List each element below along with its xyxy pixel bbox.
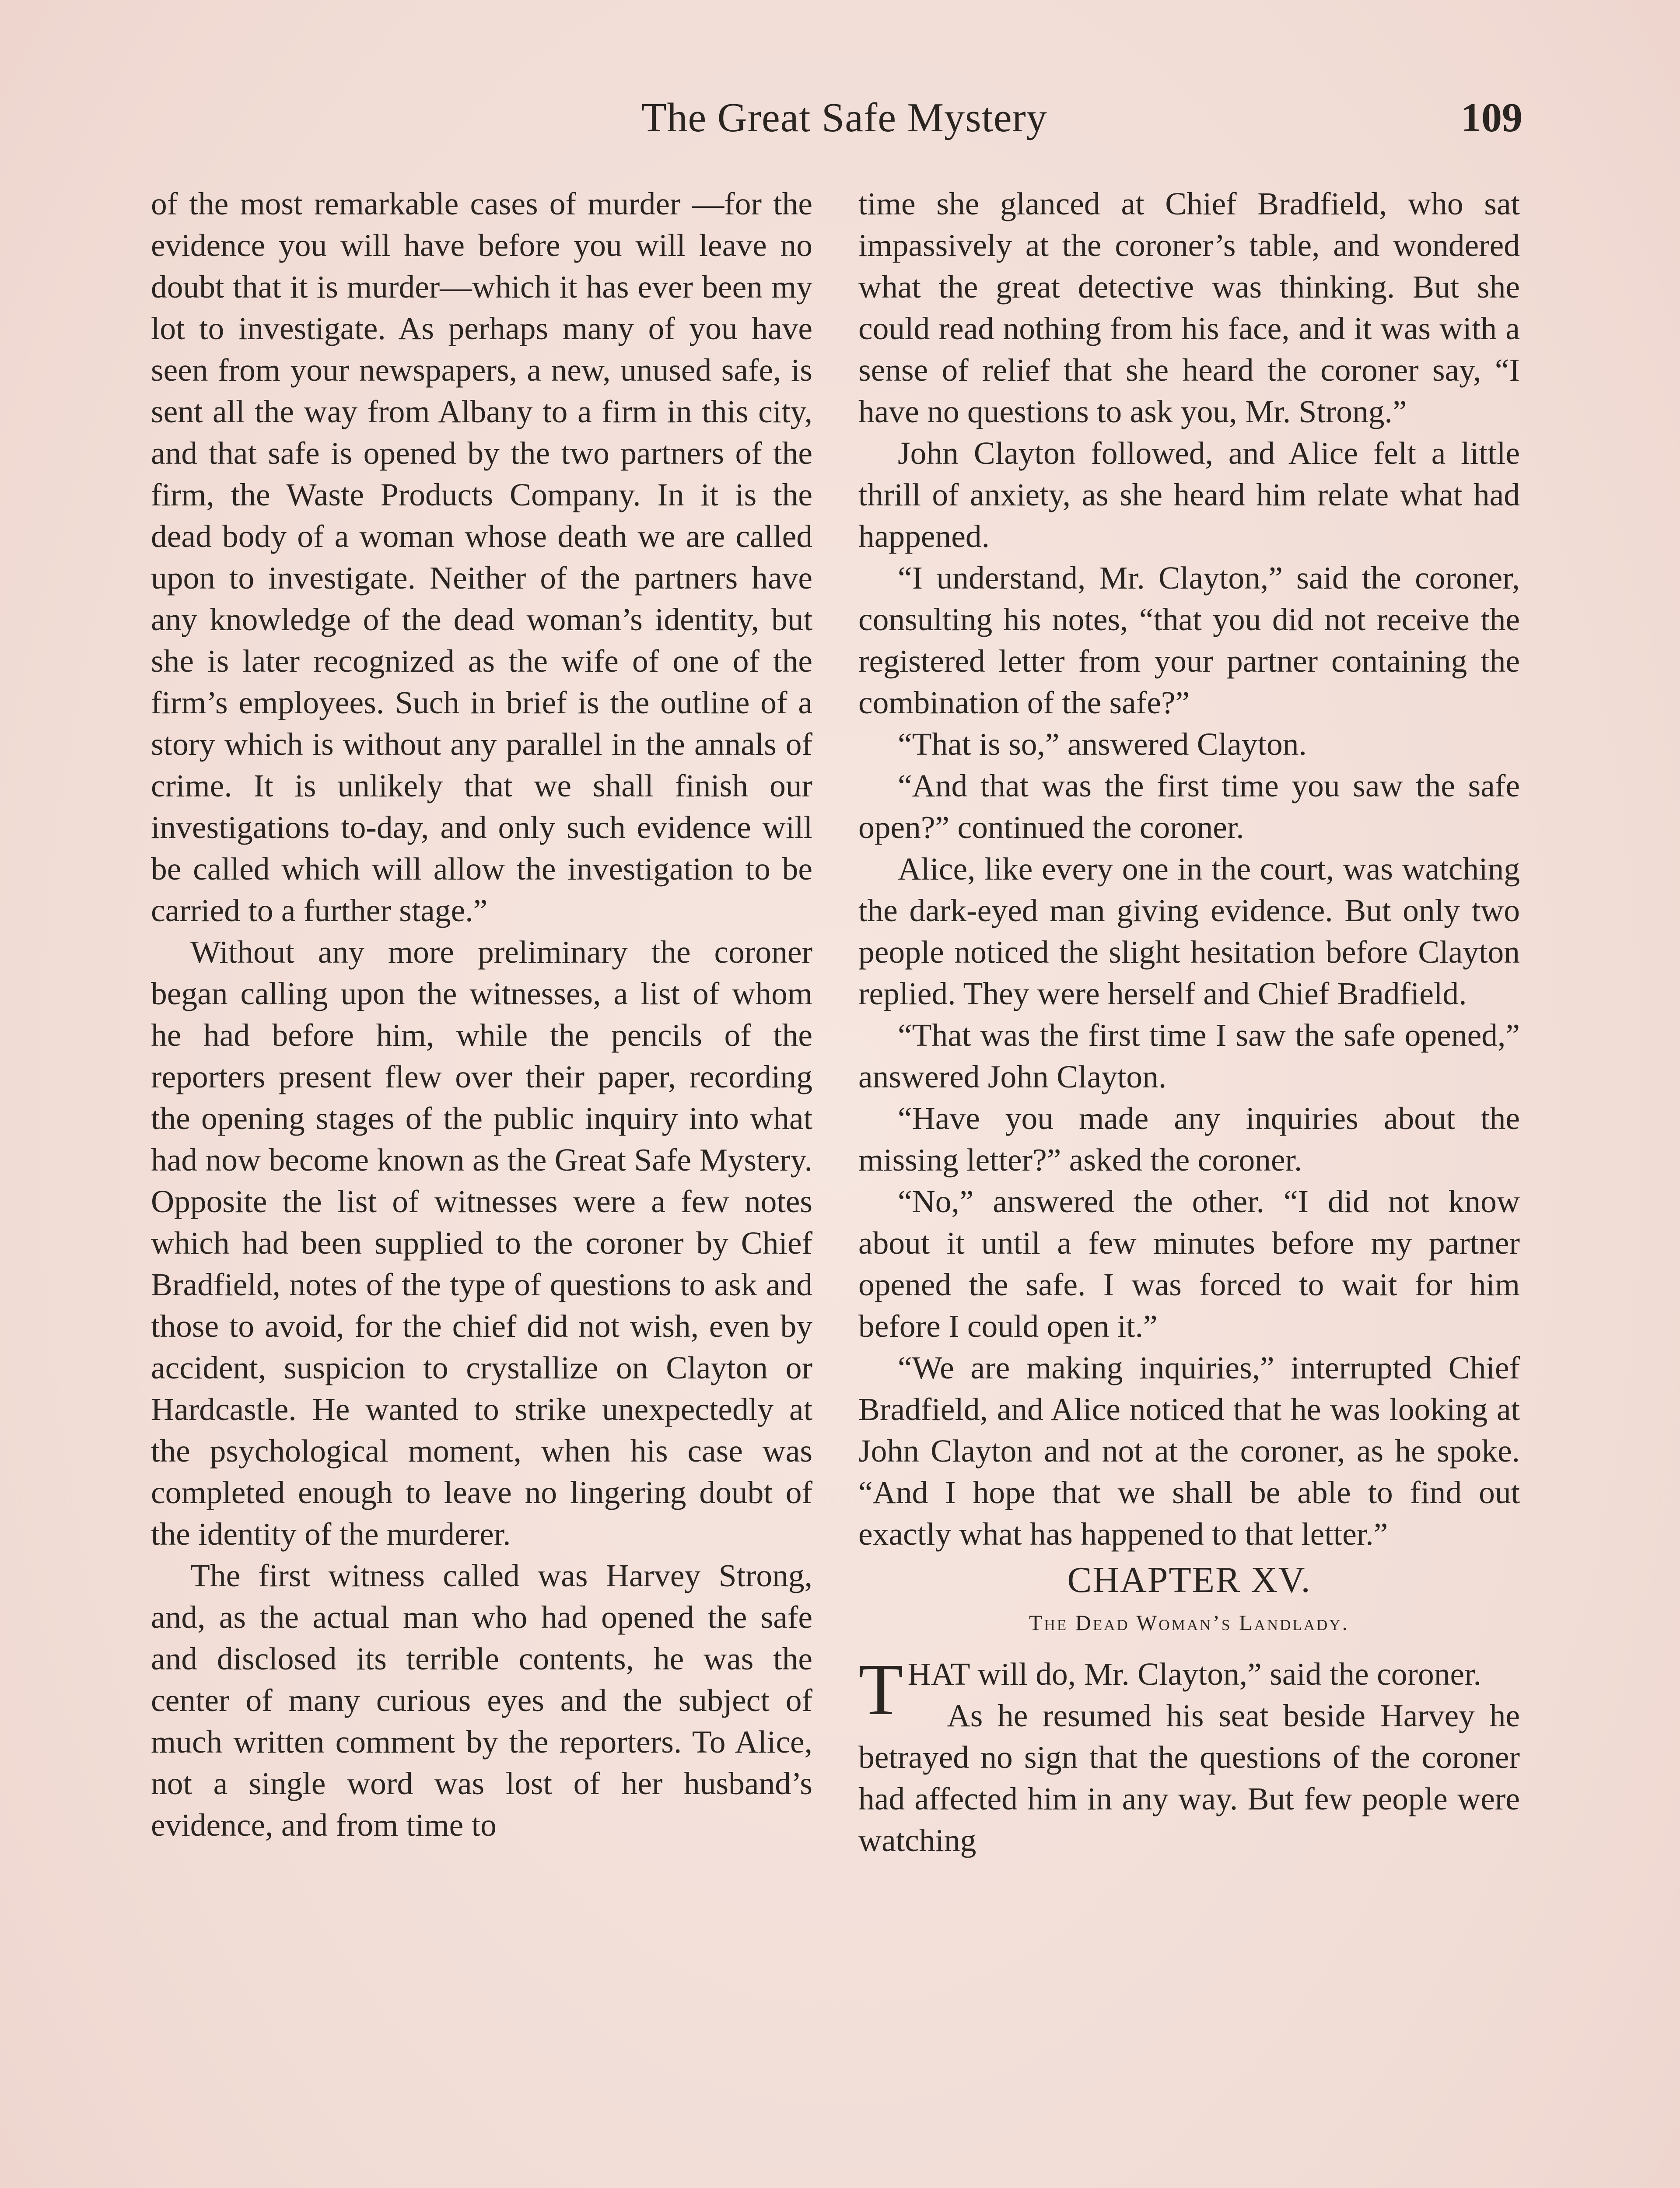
paragraph: “That is so,” answered Clayton. bbox=[898, 726, 1307, 762]
paragraph: Alice, like every one in the court, was watching the dark-eyed man giving evidence. But only two people noticed the slight hesitation before Clayton replied. They were herself and Chief Bradfield. bbox=[858, 851, 1520, 1011]
left-column bbox=[151, 183, 812, 1846]
drop-cap: T bbox=[858, 1649, 903, 1730]
paragraph: “We are making inquiries,” interrupted Chief Bradfield, and Alice noticed that he was looking at John Clayton and not at the coroner, as he spoke. “And I hope that we shall be able to find out exactly what has happened to that letter.” bbox=[858, 1350, 1520, 1552]
chapter-opening-paragraph bbox=[858, 1649, 1520, 1730]
chapter-title: CHAPTER XV. bbox=[1067, 1560, 1311, 1600]
running-title: The Great Safe Mystery bbox=[641, 95, 1047, 140]
drop-cap-continuation: HAT will do, Mr. Clayton,” said the coroner. bbox=[907, 1656, 1481, 1692]
paragraph: “I understand, Mr. Clayton,” said the coroner, consulting his notes, “that you did not receive the registered letter from your partner containing the combination of the safe?” bbox=[858, 560, 1520, 720]
paragraph: The first witness called was Harvey Strong, and, as the actual man who had opened the safe and disclosed its terrible contents, he was the center of many curious eyes and the subject of much written comment by the reporters. To Alice, not a single word was lost of her husband’s evidence, and from time to bbox=[151, 1558, 812, 1843]
paragraph: Without any more preliminary the coroner began calling upon the witnesses, a list of whom he had before him, while the pencils of the reporters present flew over their paper, recording the opening stages of the public inquiry into what had now become known as the Great Safe Mystery. Opposite the list of witnesses were a few notes which had been supplied to the coroner by Chief Bradfield, notes of the type of questions to ask and those to avoid, for the chief did not wish, even by accident, suspicion to crystallize on Clayton or Hardcastle. He wanted to strike unexpectedly at the psychological moment, when his case was completed enough to leave no lingering doubt of the identity of the murderer. bbox=[151, 934, 812, 1552]
paragraph: As he resumed his seat beside Harvey he betrayed no sign that the questions of the coroner had affected him in any way. But few people were watching bbox=[858, 1698, 1520, 1858]
paragraph: “And that was the first time you saw the safe open?” continued the coroner. bbox=[858, 768, 1520, 845]
paragraph: “No,” answered the other. “I did not know about it until a few minutes before my partner opened the safe. I was forced to wait for him before I could open it.” bbox=[858, 1184, 1520, 1344]
paragraph: of the most remarkable cases of murder —for the evidence you will have before you will leave no doubt that it is murder—which it has ever been my lot to investigate. As perhaps many of you have seen from your newspapers, a new, unused safe, is sent all the way from Albany to a firm in this city, and that safe is opened by the two partners of the firm, the Waste Products Company. In it is the dead body of a woman whose death we are called upon to investigate. Neither of the partners have any knowledge of the dead woman’s identity, but she is later recognized as the wife of one of the firm’s employees. Such in brief is the outline of a story which is without any parallel in the annals of crime. It is unlikely that we shall finish our investigations to-day, and only such evidence will be called which will allow the investigation to be carried to a further stage.” bbox=[151, 186, 812, 928]
paragraph: time she glanced at Chief Bradfield, who sat impassively at the coroner’s table, and wondered what the great detective was thinking. But she could read nothing from his face, and it was with a sense of relief that she heard the coroner say, “I have no questions to ask you, Mr. Strong.” bbox=[858, 186, 1520, 429]
page-number: 109 bbox=[1461, 95, 1522, 140]
paragraph: “That was the first time I saw the safe opened,” answered John Clayton. bbox=[858, 1017, 1520, 1094]
chapter-subtitle: The Dead Woman’s Landlady. bbox=[1029, 1610, 1350, 1635]
right-column bbox=[858, 183, 1520, 1861]
paragraph: John Clayton followed, and Alice felt a little thrill of anxiety, as she heard him relate what had happened. bbox=[858, 435, 1520, 554]
paragraph: “Have you made any inquiries about the missing letter?” asked the coroner. bbox=[858, 1101, 1520, 1178]
